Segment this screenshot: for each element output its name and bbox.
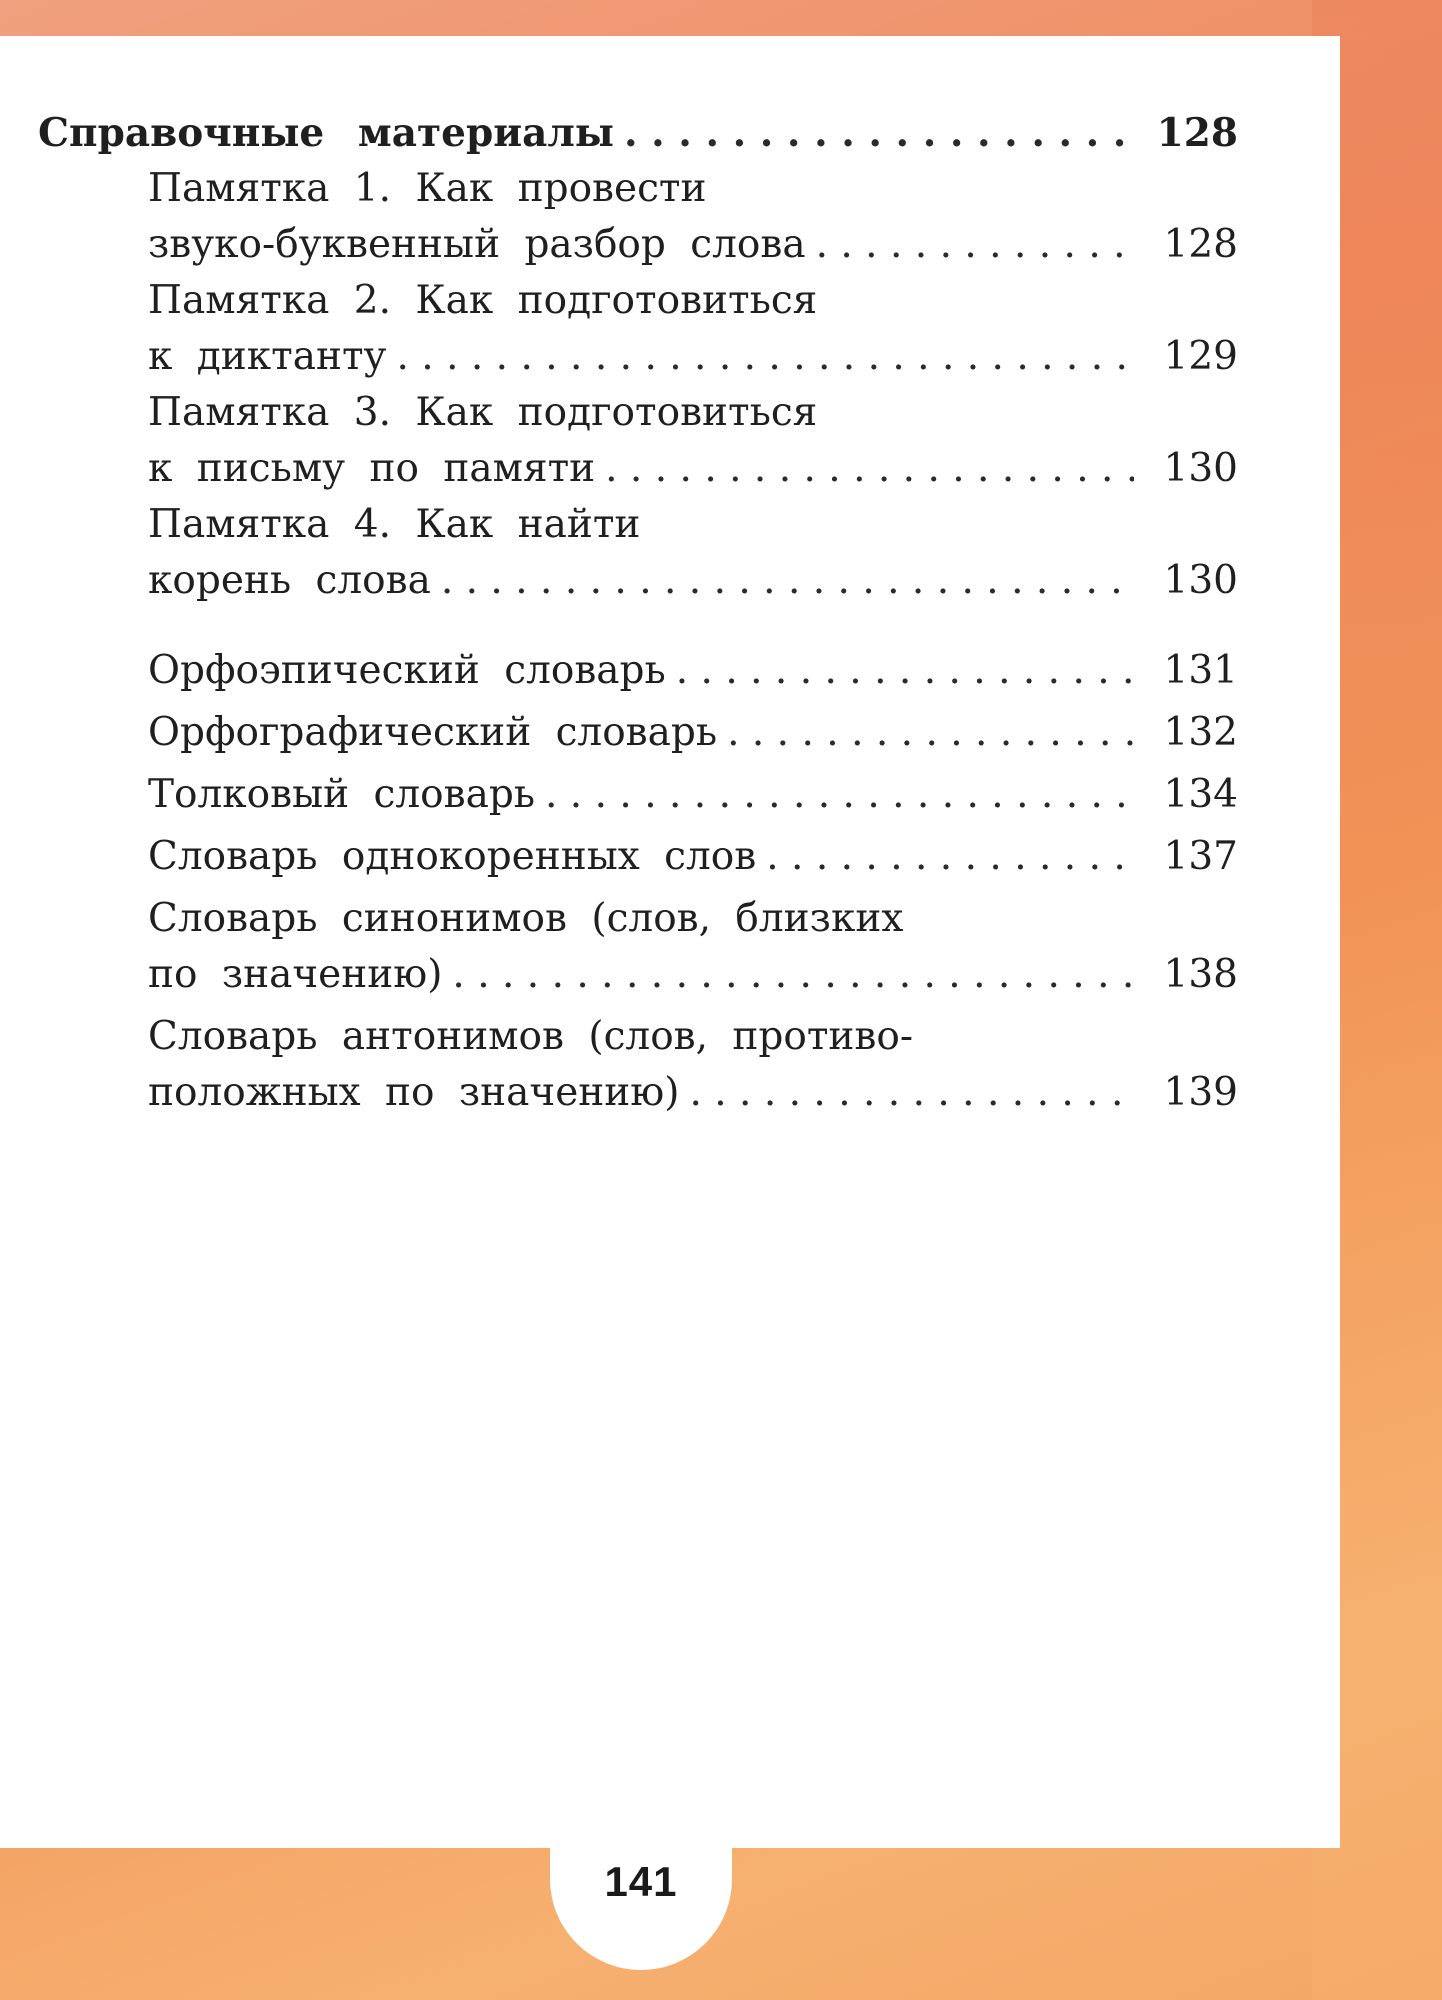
toc-heading-reference-materials[interactable] [38,105,1238,161]
section-gap [38,609,1238,643]
toc-page-number: 134 [1163,772,1238,817]
toc-entry-title-line2: к диктанту [148,334,387,379]
toc-page-number: 138 [1163,952,1238,997]
toc-page-number: 130 [1163,446,1238,491]
toc-entry-title-line1: Памятка 1. Как провести [148,166,707,211]
toc-heading-title: Справочные материалы [38,110,614,156]
dot-leader [766,829,1134,885]
dot-leader [727,705,1134,761]
toc-entry-memo-4[interactable] [38,497,1238,609]
toc-entry-title: Орфографический словарь [148,710,718,755]
toc-entry-title-line1: Памятка 2. Как подготовиться [148,278,818,323]
dot-leader [676,643,1134,699]
toc-page-number: 132 [1163,710,1238,755]
toc-page-number: 130 [1163,558,1238,603]
page-number: 141 [604,1858,678,1905]
toc-entry-title: Орфоэпический словарь [148,648,666,693]
toc-entry-cognate-words-dictionary[interactable] [38,829,1238,885]
toc-entry-title-line2: положных по значению) [148,1070,680,1115]
toc-entry-explanatory-dictionary[interactable] [38,767,1238,823]
toc-page-number: 128 [1163,222,1238,267]
toc-entry-orthoepic-dictionary[interactable] [38,643,1238,699]
toc-entry-synonyms-dictionary[interactable] [38,891,1238,1003]
toc-entry-title-line2: к письму по памяти [148,446,596,491]
toc-entry-title-line1: Словарь антонимов (слов, противо- [148,1014,914,1059]
toc-entry-title-line1: Памятка 4. Как найти [148,502,641,547]
dot-leader [624,105,1134,161]
toc-page-number: 139 [1163,1070,1238,1115]
toc-entry-title: Словарь однокоренных слов [148,834,757,879]
toc-page-number: 129 [1163,334,1238,379]
toc-entry-spelling-dictionary[interactable] [38,705,1238,761]
toc-entry-memo-2[interactable] [38,273,1238,385]
toc-entry-title-line2: по значению) [148,952,443,997]
dot-leader [816,217,1134,273]
dot-leader [545,767,1134,823]
toc-entry-antonyms-dictionary[interactable] [38,1009,1238,1121]
dot-leader [452,947,1134,1003]
toc-page-number: 131 [1163,648,1238,693]
toc-entry-memo-1[interactable] [38,161,1238,273]
dot-leader [689,1065,1134,1121]
toc-page-number: 128 [1156,110,1238,156]
dot-leader [397,329,1135,385]
toc-page-number: 137 [1163,834,1238,879]
dot-leader [605,441,1134,497]
toc-entry-title: Толковый словарь [148,772,536,817]
toc-entry-title-line2: звуко-буквенный разбор слова [148,222,806,267]
toc-entry-memo-3[interactable] [38,385,1238,497]
toc-entry-title-line1: Словарь синонимов (слов, близких [148,896,904,941]
table-of-contents [38,105,1238,1121]
dot-leader [441,553,1134,609]
toc-entry-title-line2: корень слова [148,558,431,603]
toc-entry-title-line1: Памятка 3. Как подготовиться [148,390,818,435]
